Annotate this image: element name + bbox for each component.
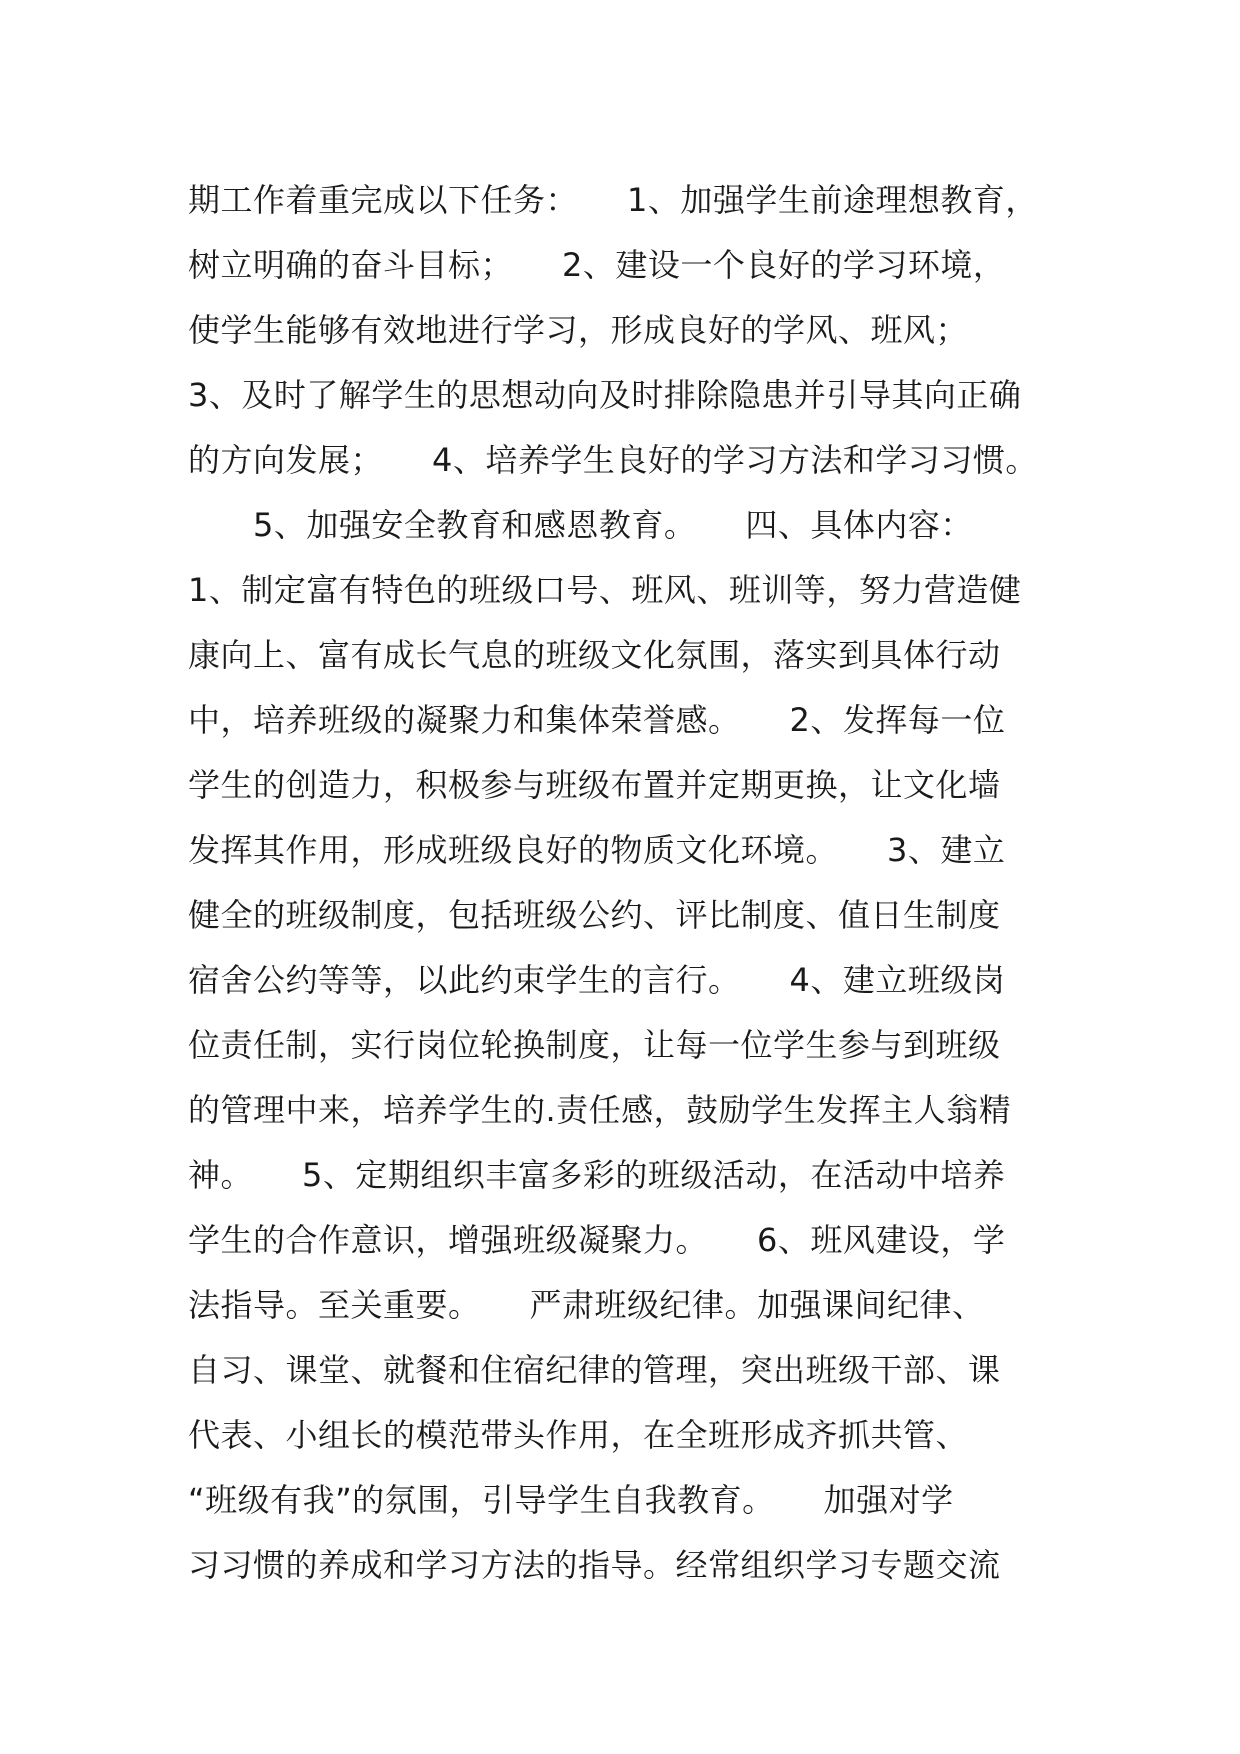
text-line: 神。 5、定期组织丰富多彩的班级活动，在活动中培养 bbox=[188, 1156, 1006, 1194]
text-line: 发挥其作用，形成班级良好的物质文化环境。 3、建立 bbox=[188, 831, 1006, 869]
text-line: 1、制定富有特色的班级口号、班风、班训等，努力营造健 bbox=[188, 571, 1022, 609]
text-line: 习习惯的养成和学习方法的指导。经常组织学习专题交流 bbox=[188, 1546, 1001, 1584]
text-line: 中，培养班级的凝聚力和集体荣誉感。 2、发挥每一位 bbox=[188, 701, 1006, 739]
text-line: 树立明确的奋斗目标； 2、建设一个良好的学习环境， bbox=[188, 246, 1006, 284]
text-line: 的方向发展； 4、培养学生良好的学习方法和学习习惯。 bbox=[188, 441, 1038, 479]
text-line: 使学生能够有效地进行学习，形成良好的学风、班风； bbox=[188, 311, 969, 349]
text-line: 康向上、富有成长气息的班级文化氛围，落实到具体行动 bbox=[188, 636, 1001, 674]
text-line: “班级有我”的氛围，引导学生自我教育。 加强对学 bbox=[188, 1481, 954, 1519]
text-line: 法指导。至关重要。 严肃班级纪律。加强课间纪律、 bbox=[188, 1286, 985, 1324]
text-line: 学生的合作意识，增强班级凝聚力。 6、班风建设，学 bbox=[188, 1221, 1006, 1259]
body-text bbox=[188, 168, 1088, 1598]
text-line: 5、加强安全教育和感恩教育。 四、具体内容： bbox=[188, 506, 973, 544]
text-line: 期工作着重完成以下任务： 1、加强学生前途理想教育， bbox=[188, 181, 1038, 219]
text-line: 3、及时了解学生的思想动向及时排除隐患并引导其向正确 bbox=[188, 376, 1022, 414]
text-line: 代表、小组长的模范带头作用，在全班形成齐抓共管、 bbox=[188, 1416, 969, 1454]
text-line: 学生的创造力，积极参与班级布置并定期更换，让文化墙 bbox=[188, 766, 1001, 804]
text-line: 自习、课堂、就餐和住宿纪律的管理，突出班级干部、课 bbox=[188, 1351, 1001, 1389]
text-line: 健全的班级制度，包括班级公约、评比制度、值日生制度 bbox=[188, 896, 1001, 934]
text-line: 位责任制，实行岗位轮换制度，让每一位学生参与到班级 bbox=[188, 1026, 1001, 1064]
text-line: 宿舍公约等等，以此约束学生的言行。 4、建立班级岗 bbox=[188, 961, 1006, 999]
text-line: 的管理中来，培养学生的.责任感，鼓励学生发挥主人翁精 bbox=[188, 1091, 1012, 1129]
